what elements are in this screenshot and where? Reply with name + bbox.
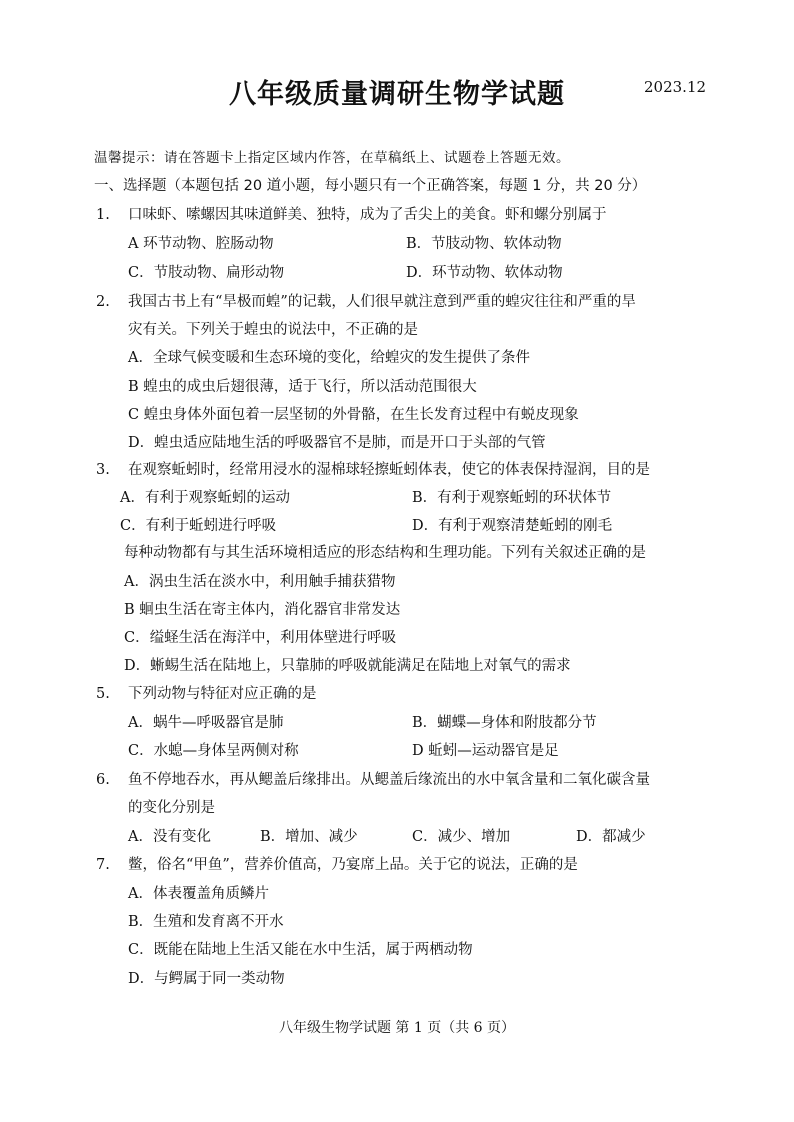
option-b: B．增加、减少 (260, 829, 358, 845)
question-number: 2. (96, 294, 110, 310)
question-stem: 鱼不停地吞水，再从鳃盖后缘排出。从鳃盖后缘流出的水中氧含量和二氧化碳含量 (128, 772, 650, 788)
question-number: 3. (96, 462, 110, 478)
option-b: B．蝴蝶—身体和附肢都分节 (412, 715, 597, 731)
option-c: C 蝗虫身体外面包着一层坚韧的外骨骼，在生长发育过程中有蜕皮现象 (128, 407, 579, 423)
question-stem: 每种动物都有与其生活环境相适应的形态结构和生理功能。下列有关叙述正确的是 (124, 545, 646, 561)
option-d: D．蝗虫适应陆地生活的呼吸器官不是肺，而是开口于头部的气管 (128, 435, 546, 451)
option-c: C．节肢动物、扁形动物 (128, 265, 285, 281)
page-title: 八年级质量调研生物学试题 (229, 79, 565, 110)
option-c: C．缢蛏生活在海洋中，利用体壁进行呼吸 (124, 630, 397, 646)
page-footer: 八年级生物学试题 第 1 页（共 6 页） (278, 1020, 516, 1036)
option-a: A．蜗牛—呼吸器官是肺 (128, 715, 284, 731)
option-b: B 蛔虫生活在寄主体内，消化器官非常发达 (124, 602, 401, 618)
question-number: 7. (96, 857, 110, 873)
option-c: C．减少、增加 (412, 829, 511, 845)
question-stem: 下列动物与特征对应正确的是 (128, 686, 317, 702)
option-b: B．节肢动物、软体动物 (406, 236, 562, 252)
question-stem: 口味虾、嗦螺因其味道鲜美、独特，成为了舌尖上的美食。虾和螺分别属于 (128, 207, 607, 223)
option-d: D．有利于观察清楚蚯蚓的刚毛 (412, 518, 613, 534)
option-d: D．蜥蜴生活在陆地上，只靠肺的呼吸就能满足在陆地上对氧气的需求 (124, 658, 571, 674)
question-number: 5. (96, 686, 110, 702)
option-b: B 蝗虫的成虫后翅很薄，适于飞行，所以活动范围很大 (128, 379, 477, 395)
option-a: A．没有变化 (128, 829, 211, 845)
option-a: A 环节动物、腔肠动物 (128, 236, 274, 252)
option-d: D．都减少 (576, 829, 646, 845)
exam-date: 2023.12 (644, 78, 707, 96)
option-a: A．有利于观察蚯蚓的运动 (120, 490, 290, 506)
option-c: C．既能在陆地上生活又能在水中生活，属于两栖动物 (128, 942, 473, 958)
question-stem-cont: 灾有关。下列关于蝗虫的说法中，不正确的是 (128, 322, 418, 338)
option-c: C．有利于蚯蚓进行呼吸 (120, 518, 277, 534)
option-b: B．有利于观察蚯蚓的环状体节 (412, 490, 612, 506)
question-number: 1. (96, 207, 110, 223)
question-stem: 鳖，俗名“甲鱼”，营养价值高，乃宴席上品。关于它的说法，正确的是 (128, 857, 578, 873)
option-b: B．生殖和发育离不开水 (128, 914, 284, 930)
question-stem: 在观察蚯蚓时，经常用浸水的湿棉球轻擦蚯蚓体表，使它的体表保持湿润，目的是 (128, 462, 650, 478)
option-a: A．全球气候变暖和生态环境的变化，给蝗灾的发生提供了条件 (128, 350, 530, 366)
option-d: D 蚯蚓—运动器官是足 (412, 743, 559, 759)
option-a: A．体表覆盖角质鳞片 (128, 886, 269, 902)
section-heading: 一、选择题（本题包括 20 道小题，每小题只有一个正确答案，每题 1 分，共 20 分） (94, 178, 647, 194)
question-stem: 我国古书上有“旱极而蝗”的记载，人们很早就注意到严重的蝗灾往往和严重的旱 (128, 294, 636, 310)
tip-text: 温馨提示：请在答题卡上指定区域内作答，在草稿纸上、试题卷上答题无效。 (94, 150, 570, 166)
question-number: 6. (96, 772, 110, 788)
option-c: C．水螅—身体呈两侧对称 (128, 743, 299, 759)
question-stem-cont: 的变化分别是 (128, 800, 215, 816)
option-a: A．涡虫生活在淡水中，利用触手捕获猎物 (124, 574, 396, 590)
option-d: D．环节动物、软体动物 (406, 265, 563, 281)
option-d: D．与鳄属于同一类动物 (128, 971, 285, 987)
